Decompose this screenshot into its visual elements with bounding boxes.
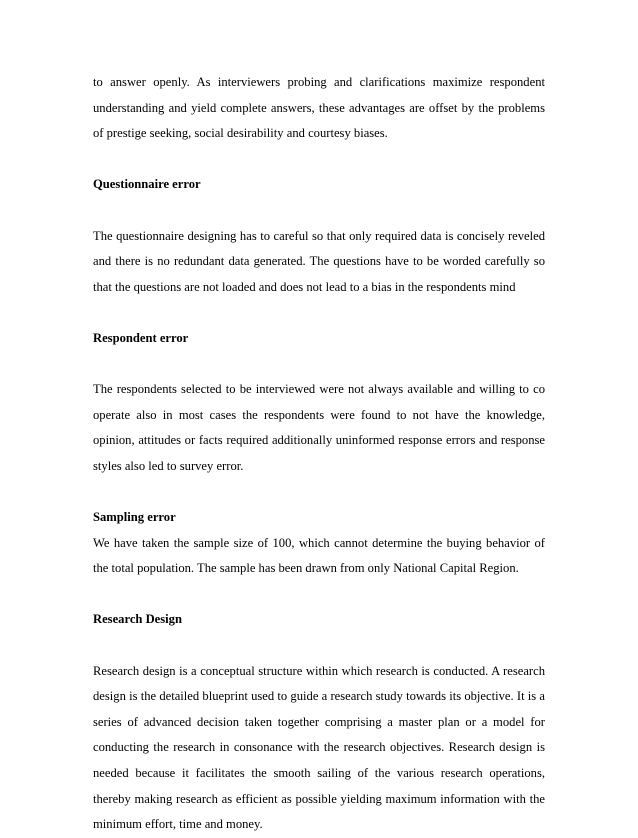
text-line: that the questions are not loaded and does not lead to a bias in the respondents mind <box>93 279 516 294</box>
text-line: The respondents selected to be interviewed were not always available and willing to co <box>93 382 545 397</box>
text-line: We have taken the sample size of 100, which cannot determine the buying behavior of <box>93 535 545 550</box>
spacer <box>93 300 545 326</box>
heading-questionnaire-error: Questionnaire error <box>93 177 201 192</box>
paragraph-questionnaire-error <box>93 224 545 301</box>
text-line: understanding and yield complete answers, these advantages are offset by the problems <box>93 100 545 115</box>
spacer <box>93 147 545 173</box>
paragraph-interviewer-bias <box>93 70 545 147</box>
text-line: needed because it facilitates the smooth sailing of the various research operations, <box>93 766 545 781</box>
text-line: series of advanced decision taken together comprising a master plan or a model for <box>93 714 545 729</box>
text-line: the total population. The sample has been drawn from only National Capital Region. <box>93 561 519 576</box>
text-line: and there is no redundant data generated. The questions have to be worded carefully so <box>93 254 545 269</box>
document-page <box>93 70 545 838</box>
paragraph-sampling-error <box>93 531 545 582</box>
paragraph-respondent-error <box>93 377 545 479</box>
heading-respondent-error: Respondent error <box>93 330 189 345</box>
text-line: Research design is a conceptual structure within which research is conducted. A research <box>93 663 545 678</box>
text-line: The questionnaire designing has to careful so that only required data is concisely reveled <box>93 228 545 243</box>
spacer <box>93 582 545 608</box>
text-line: styles also led to survey error. <box>93 458 244 473</box>
text-line: of prestige seeking, social desirability and courtesy biases. <box>93 126 388 141</box>
heading-research-design: Research Design <box>93 612 182 627</box>
spacer <box>93 352 545 378</box>
paragraph-research-design <box>93 659 545 838</box>
text-line: thereby making research as efficient as possible yielding maximum information with the <box>93 791 545 806</box>
text-line: design is the detailed blueprint used to guide a research study towards its objective. It is a <box>93 689 545 704</box>
text-line: minimum effort, time and money. <box>93 817 263 832</box>
spacer <box>93 633 545 659</box>
spacer <box>93 198 545 224</box>
text-line: operate also in most cases the respondents were found to not have the knowledge, <box>93 407 545 422</box>
spacer <box>93 480 545 506</box>
text-line: conducting the research in consonance with the research objectives. Research design is <box>93 740 545 755</box>
text-line: opinion, attitudes or facts required additionally uninformed response errors and response <box>93 433 545 448</box>
text-line: to answer openly. As interviewers probing and clarifications maximize respondent <box>93 75 545 89</box>
heading-sampling-error: Sampling error <box>93 510 176 525</box>
